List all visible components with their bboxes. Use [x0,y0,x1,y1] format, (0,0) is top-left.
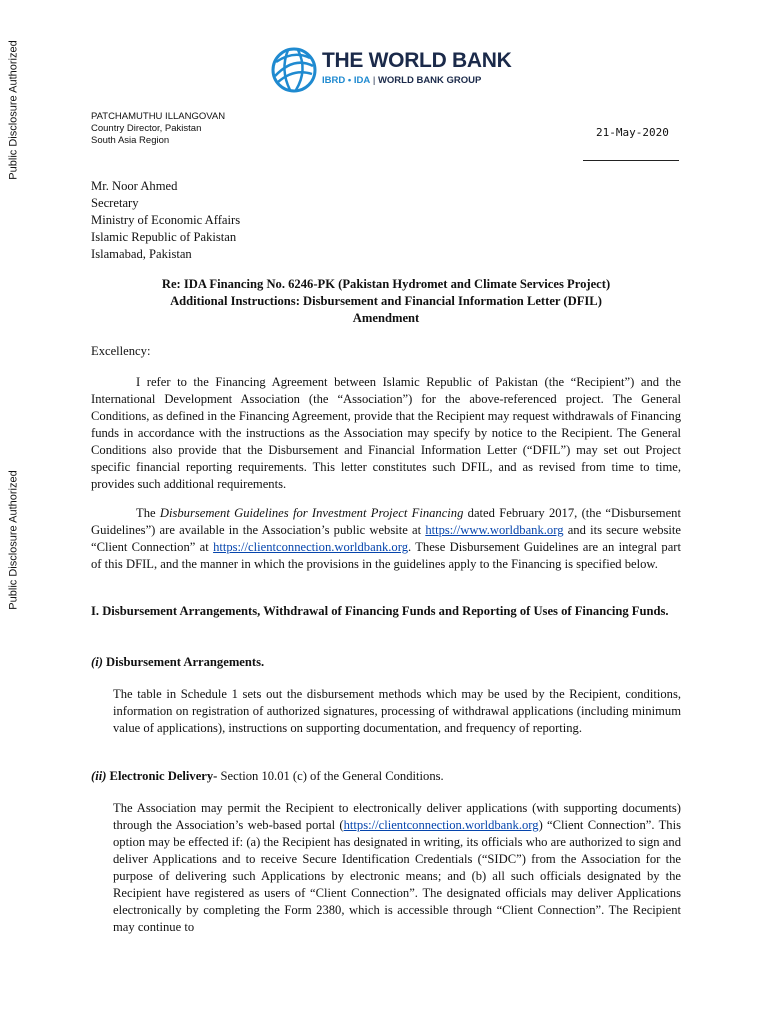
globe-icon [270,46,318,94]
guidelines-title: Disbursement Guidelines for Investment Project Financing [159,506,464,520]
subject-block [91,276,681,327]
logo-subtitle: IBRD • IDA | WORLD BANK GROUP [322,75,482,86]
clientconnection-link[interactable]: https://clientconnection.worldbank.org [213,540,408,554]
recipient-name: Mr. Noor Ahmed [91,179,178,193]
recipient-title: Secretary [91,196,139,210]
paragraph-electronic: The Association may permit the Recipient to electronically deliver applications (with supporting documents) through the Association’s web-based portal (https://clientconnection.worldbank.org) “Client Connection”. This option may be effected if: (a) the Recipient has designated in writing, its officials who are authorized to sign and deliver Applications and to receive Secure Identification Credentials (“SIDC”) from the Association for the purpose of delivering such Applications by electronic means; and (b) all such officials designated by the Recipient have registered as users of “Client Connection”. The designated officials may deliver Applications electronically by completing the Form 2380, which is accessible through “Client Connection”. The Recipient may continue to [113,801,681,934]
date-underline [583,160,679,161]
recipient-org: Ministry of Economic Affairs [91,213,241,227]
subject-line: Additional Instructions: Disbursement and Financial Information Letter (DFIL) [170,294,602,308]
logo-name: THE WORLD BANK [322,49,512,72]
recipient-country: Islamic Republic of Pakistan [91,230,237,244]
paragraph-intro: I refer to the Financing Agreement between Islamic Republic of Pakistan (the “Recipient”) and the International Development Association (the “Association”) for the above-referenced project. The General Conditions, as defined in the Financing Agreement, provide that the Recipient may request withdrawals of Financing funds in accordance with the instructions as the Association may specify by notice to the Recipient. The General Conditions also provide that the Disbursement and Financial Information Letter (“DFIL”) may set out Project specific financial reporting requirements. This letter constitutes such DFIL, and as revised from time to time, provides such additional requirements. [91,375,681,491]
recipient-block [91,178,681,263]
disclosure-watermark-top: Public Disclosure Authorized [8,40,20,180]
salutation: Excellency: [91,344,151,358]
subject-line: Amendment [352,311,420,325]
sender-title: Country Director, Pakistan [91,123,202,134]
world-bank-logo [270,46,510,94]
section-heading: I. Disbursement Arrangements, Withdrawal of Financing Funds and Reporting of Uses of Financing Funds. [91,604,669,618]
subject-line: Re: IDA Financing No. 6246-PK (Pakistan Hydromet and Climate Services Project) [161,277,611,291]
clientconnection-portal-link[interactable]: https://clientconnection.worldbank.org [343,818,539,832]
sender-name: PATCHAMUTHU ILLANGOVAN [91,111,226,122]
paragraph-disbursement: The table in Schedule 1 sets out the disbursement methods which may be used by the Recipient, conditions, information on registration of authorized signatures, processing of withdrawal applications (including minimum value of applications), instructions on supporting documentation, and frequency of reporting. [113,687,681,735]
worldbank-link[interactable]: https://www.worldbank.org [425,523,564,537]
sender-region: South Asia Region [91,135,170,146]
disclosure-watermark-middle: Public Disclosure Authorized [8,470,20,610]
sender-block [91,111,225,147]
recipient-city: Islamabad, Pakistan [91,247,192,261]
subsection-heading-disbursement: (i) Disbursement Arrangements. [91,655,265,669]
paragraph-guidelines: The Disbursement Guidelines for Investment Project Financing dated February 2017, (the “Disbursement Guidelines”) are available in the Association’s public website at https://www.worldbank.org and its secure website “Client Connection” at https://clientconnection.worldbank.org. These Disbursement Guidelines are an integral part of this DFIL, and the manner in which the provisions in the guidelines apply to the Financing is specified below. [91,506,681,571]
subsection-heading-electronic: (ii) Electronic Delivery- Section 10.01 (c) of the General Conditions. [91,769,444,783]
letter-date: 21-May-2020 [596,126,669,139]
